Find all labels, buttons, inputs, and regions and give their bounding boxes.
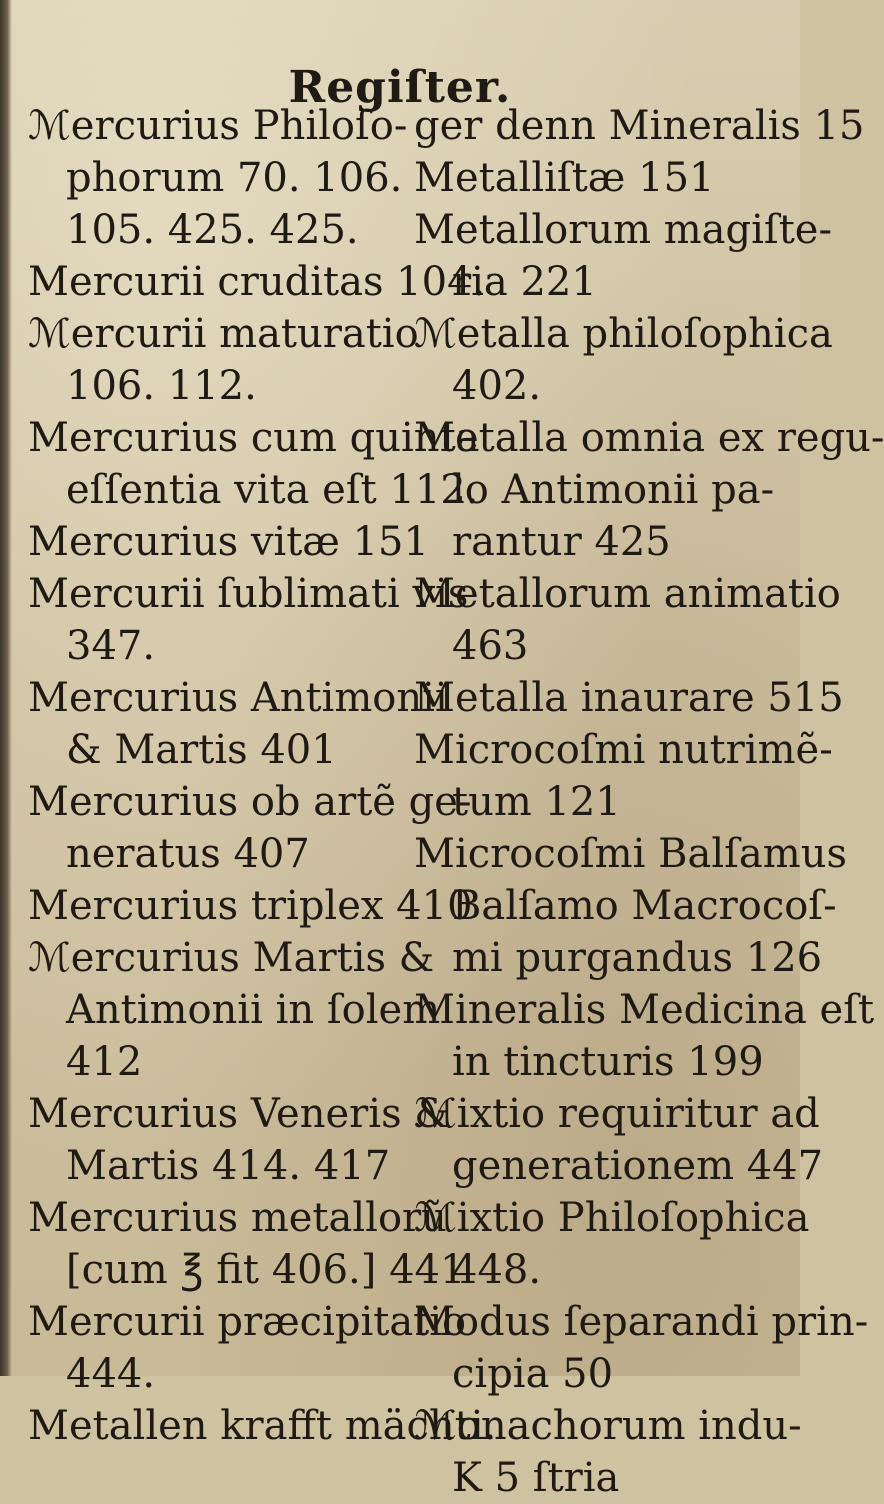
index-entry-continuation: phorum 70. 106.	[66, 155, 403, 201]
index-entry-line: Metallorum animatio	[414, 571, 841, 617]
index-entry	[414, 672, 844, 724]
index-entry	[414, 1192, 810, 1296]
index-entry	[414, 100, 865, 152]
index-entry-continuation: 444.	[66, 1351, 156, 1397]
index-entry-line: Metalliſtæ 151	[414, 155, 715, 201]
index-entry	[414, 828, 847, 984]
index-entry	[414, 1088, 824, 1192]
page-header: Regiſter.	[288, 62, 512, 113]
index-entry-line: ger denn Mineralis 15	[414, 103, 865, 149]
index-entry-line: Mercurii cruditas 104.	[28, 259, 486, 305]
index-entry-continuation: ria 221	[452, 259, 597, 305]
index-entry-line: ℳetalla philoſophica	[414, 311, 833, 357]
index-entry	[414, 308, 833, 412]
index-entry-continuation: cipia 50	[452, 1351, 614, 1397]
index-entry	[414, 204, 832, 308]
index-entry-continuation: Antimonii in ſolem	[66, 987, 441, 1033]
index-entry	[414, 1400, 802, 1504]
index-entry-line: Mercurii præcipitatio	[28, 1299, 467, 1345]
index-entry-line: ℳixtio Philoſophica	[414, 1195, 810, 1241]
index-entry-line: Mercurius ob artẽ ge-	[28, 779, 472, 825]
index-entry-continuation: 463	[452, 623, 529, 669]
index-entry	[414, 568, 841, 672]
index-entry-continuation: in tincturis 199	[452, 1039, 764, 1085]
index-entry-continuation: Balſamo Macrocoſ-	[452, 883, 837, 929]
index-entry-line: ℳixtio requiritur ad	[414, 1091, 820, 1137]
index-entry-continuation: 105. 425. 425.	[66, 207, 359, 253]
index-entry-line: ℳonachorum indu-	[414, 1403, 802, 1449]
index-entry	[28, 880, 473, 932]
index-entry	[414, 984, 875, 1088]
index-entry	[414, 152, 790, 204]
index-entry-continuation: lo Antimonii pa-	[452, 467, 775, 513]
index-entry-line: Metallen krafft mächti.	[28, 1403, 497, 1449]
index-entry-continuation: 448.	[452, 1247, 542, 1293]
index-entry-continuation: K 5 ſtria	[452, 1455, 620, 1501]
index-entry	[28, 1088, 450, 1192]
index-entry-line: Mineralis Medicina eſt	[414, 987, 875, 1033]
index-entry	[28, 568, 469, 672]
index-entry-continuation: 347.	[66, 623, 156, 669]
index-entry-continuation: 402.	[452, 363, 542, 409]
index-entry-continuation: generationem 447	[452, 1143, 824, 1189]
index-entry-continuation: tum 121	[452, 779, 621, 825]
index-entry	[28, 1192, 466, 1296]
index-entry	[28, 776, 472, 880]
index-entry	[28, 256, 486, 308]
index-entry-line: Microcoſmi Balſamus	[414, 831, 847, 877]
index-entry	[414, 724, 833, 828]
index-entry-line: Metalla inaurare 515	[414, 675, 844, 721]
index-entry	[28, 100, 408, 256]
index-entry	[28, 672, 448, 776]
right-index-column	[414, 100, 884, 1504]
index-entry-line: Mercurius metallorũ	[28, 1195, 447, 1241]
index-entry-continuation: & Martis 401	[66, 727, 337, 773]
index-entry-continuation: 106. 112.	[66, 363, 257, 409]
index-entry-line: Modus ſeparandi prin-	[414, 1299, 869, 1345]
index-entry-continuation: Martis 414. 417	[66, 1143, 391, 1189]
index-entry-continuation: eſſentia vita eſt 112.	[66, 467, 479, 513]
binding-edge	[0, 0, 12, 1376]
index-entry-line: Mercurius triplex 410	[28, 883, 473, 929]
index-entry-line: Mercurii ſublimati vis	[28, 571, 469, 617]
index-entry-line: Mercurius cum quinta	[28, 415, 480, 461]
index-entry	[28, 412, 480, 516]
index-entry-line: ℳercurius Martis &	[28, 935, 435, 981]
index-entry-continuation: neratus 407	[66, 831, 310, 877]
index-entry-line: Metalla omnia ex regu-	[414, 415, 884, 461]
index-entry-continuation: [cum ℥ fit 406.] 441	[66, 1247, 466, 1293]
index-entry-line: Mercurius Antimonii	[28, 675, 448, 721]
index-entry-line: ℳercurius Philoſo-	[28, 103, 408, 149]
index-entry-line: ℳercurii maturatio	[28, 311, 419, 357]
index-entry-continuation: mi purgandus 126	[452, 935, 823, 981]
index-entry	[28, 1296, 467, 1400]
index-entry-line: Metallorum magiſte-	[414, 207, 832, 253]
index-entry-line: Microcoſmi nutrimẽ-	[414, 727, 833, 773]
index-entry-continuation: 412	[66, 1039, 143, 1085]
index-entry	[28, 1400, 497, 1452]
index-entry-line: Mercurius vitæ 151	[28, 519, 429, 565]
index-entry-continuation: rantur 425	[452, 519, 671, 565]
index-entry	[28, 932, 441, 1088]
index-entry	[414, 1296, 869, 1400]
index-entry	[28, 516, 429, 568]
index-entry	[28, 308, 419, 412]
index-entry-line: Mercurius Veneris &	[28, 1091, 450, 1137]
index-entry	[414, 412, 884, 568]
